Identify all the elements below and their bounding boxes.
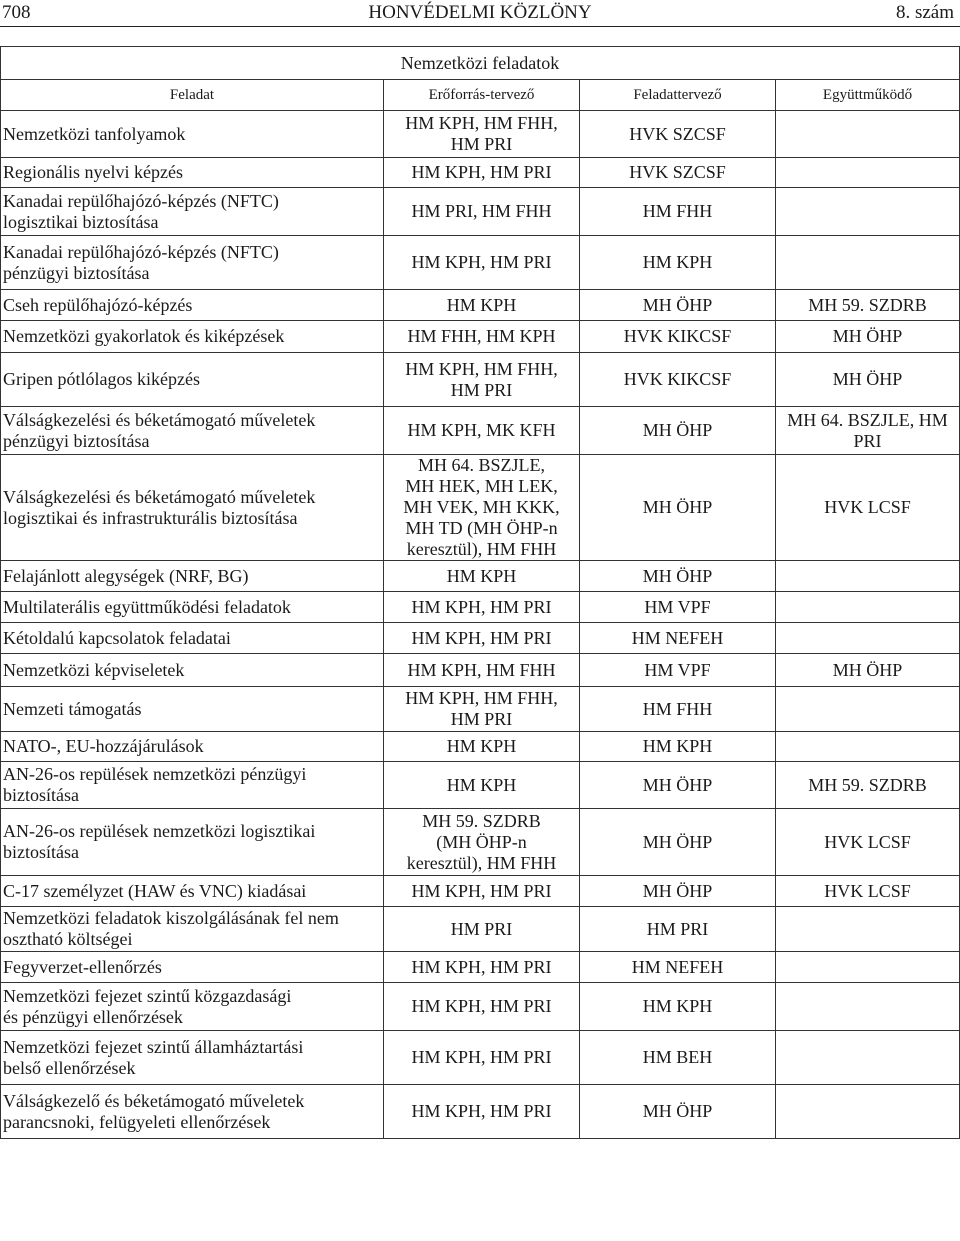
cell-task: Kétoldalú kapcsolatok feladatai	[1, 623, 384, 654]
table-row	[1, 561, 960, 592]
cell-cooperator: MH 59. SZDRB	[776, 762, 960, 809]
cell-cooperator: MH 59. SZDRB	[776, 290, 960, 321]
cell-cooperator: MH ÖHP	[776, 321, 960, 353]
cell-cooperator	[776, 1031, 960, 1085]
cell-resource-planner: HM KPH	[384, 732, 580, 762]
table-row	[1, 353, 960, 407]
cell-cooperator	[776, 158, 960, 188]
cell-task: Nemzetközi tanfolyamok	[1, 111, 384, 158]
table-row	[1, 236, 960, 290]
cell-task-planner: MH ÖHP	[580, 455, 776, 561]
table-row	[1, 952, 960, 983]
cell-cooperator	[776, 687, 960, 732]
table-row	[1, 407, 960, 455]
cell-resource-planner: HM KPH, HM FHH	[384, 654, 580, 687]
cell-cooperator	[776, 623, 960, 654]
cell-cooperator	[776, 188, 960, 236]
column-header-resource-planner: Erőforrás-tervező	[384, 80, 580, 111]
table-row	[1, 762, 960, 809]
cell-cooperator: MH ÖHP	[776, 654, 960, 687]
cell-task: C-17 személyzet (HAW és VNC) kiadásai	[1, 876, 384, 907]
cell-cooperator: MH 64. BSZJLE, HM PRI	[776, 407, 960, 455]
table-title-row	[1, 47, 960, 80]
page-number: 708	[2, 2, 31, 23]
table-row	[1, 290, 960, 321]
cell-task-planner: HM FHH	[580, 188, 776, 236]
cell-cooperator	[776, 907, 960, 952]
cell-task: Nemzetközi gyakorlatok és kiképzések	[1, 321, 384, 353]
cell-task-planner: HVK KIKCSF	[580, 321, 776, 353]
cell-task: Nemzetközi feladatok kiszolgálásának fel nem osztható költségei	[1, 907, 384, 952]
cell-cooperator: MH ÖHP	[776, 353, 960, 407]
cell-task: Válságkezelési és béketámogató műveletek logisztikai és infrastrukturális biztosítása	[1, 455, 384, 561]
cell-resource-planner: HM KPH	[384, 290, 580, 321]
table-row	[1, 321, 960, 353]
cell-cooperator	[776, 952, 960, 983]
cell-cooperator	[776, 561, 960, 592]
table-row	[1, 809, 960, 876]
cell-cooperator	[776, 983, 960, 1031]
column-header-task-planner: Feladattervező	[580, 80, 776, 111]
cell-resource-planner: HM PRI	[384, 907, 580, 952]
cell-task-planner: HVK KIKCSF	[580, 353, 776, 407]
cell-resource-planner: HM PRI, HM FHH	[384, 188, 580, 236]
cell-task-planner: MH ÖHP	[580, 762, 776, 809]
cell-task-planner: HM KPH	[580, 236, 776, 290]
cell-resource-planner: HM KPH, HM PRI	[384, 876, 580, 907]
table-row	[1, 983, 960, 1031]
cell-task: Regionális nyelvi képzés	[1, 158, 384, 188]
cell-task: Válságkezelő és béketámogató műveletek parancsnoki, felügyeleti ellenőrzések	[1, 1085, 384, 1139]
cell-resource-planner: HM KPH, HM PRI	[384, 983, 580, 1031]
table-body	[1, 111, 960, 1139]
cell-resource-planner: HM KPH	[384, 561, 580, 592]
cell-resource-planner: HM KPH, HM FHH, HM PRI	[384, 687, 580, 732]
cell-resource-planner: HM KPH	[384, 762, 580, 809]
cell-task: Nemzetközi fejezet szintű államháztartási belső ellenőrzések	[1, 1031, 384, 1085]
cell-task: Nemzetközi fejezet szintű közgazdasági és pénzügyi ellenőrzések	[1, 983, 384, 1031]
cell-task-planner: HM KPH	[580, 732, 776, 762]
cell-task-planner: HM FHH	[580, 687, 776, 732]
publication-title: HONVÉDELMI KÖZLÖNY	[368, 2, 592, 23]
cell-cooperator: HVK LCSF	[776, 876, 960, 907]
cell-task: Válságkezelési és béketámogató műveletek pénzügyi biztosítása	[1, 407, 384, 455]
cell-task: Multilaterális együttműködési feladatok	[1, 592, 384, 623]
column-header-cooperator: Együttműködő	[776, 80, 960, 111]
cell-cooperator	[776, 732, 960, 762]
cell-task: Fegyverzet-ellenőrzés	[1, 952, 384, 983]
cell-task-planner: HM NEFEH	[580, 952, 776, 983]
cell-task-planner: HVK SZCSF	[580, 158, 776, 188]
cell-task: AN-26-os repülések nemzetközi logisztikai biztosítása	[1, 809, 384, 876]
cell-task: Nemzetközi képviseletek	[1, 654, 384, 687]
cell-task-planner: MH ÖHP	[580, 290, 776, 321]
cell-task-planner: HM BEH	[580, 1031, 776, 1085]
cell-task-planner: MH ÖHP	[580, 1085, 776, 1139]
cell-cooperator: HVK LCSF	[776, 455, 960, 561]
table-title: Nemzetközi feladatok	[1, 47, 960, 80]
cell-task-planner: HM VPF	[580, 592, 776, 623]
table-row	[1, 188, 960, 236]
cell-task: Gripen pótlólagos kiképzés	[1, 353, 384, 407]
cell-cooperator	[776, 1085, 960, 1139]
cell-cooperator	[776, 236, 960, 290]
table-row	[1, 158, 960, 188]
cell-task: Kanadai repülőhajózó-képzés (NFTC) pénzügyi biztosítása	[1, 236, 384, 290]
cell-task: Cseh repülőhajózó-képzés	[1, 290, 384, 321]
tasks-table	[0, 46, 960, 1139]
cell-cooperator: HVK LCSF	[776, 809, 960, 876]
cell-task: AN-26-os repülések nemzetközi pénzügyi biztosítása	[1, 762, 384, 809]
cell-resource-planner: HM KPH, HM PRI	[384, 1085, 580, 1139]
table-row	[1, 592, 960, 623]
column-header-task: Feladat	[1, 80, 384, 111]
cell-resource-planner: HM KPH, HM PRI	[384, 236, 580, 290]
table-row	[1, 654, 960, 687]
cell-resource-planner: HM FHH, HM KPH	[384, 321, 580, 353]
table-row	[1, 111, 960, 158]
cell-cooperator	[776, 592, 960, 623]
issue-number: 8. szám	[895, 2, 954, 23]
cell-task-planner: MH ÖHP	[580, 407, 776, 455]
cell-resource-planner: MH 59. SZDRB (MH ÖHP-n keresztül), HM FHH	[384, 809, 580, 876]
cell-task-planner: HM NEFEH	[580, 623, 776, 654]
cell-resource-planner: HM KPH, HM PRI	[384, 592, 580, 623]
cell-task: Nemzeti támogatás	[1, 687, 384, 732]
cell-cooperator	[776, 111, 960, 158]
table-row	[1, 732, 960, 762]
table-row	[1, 687, 960, 732]
cell-resource-planner: HM KPH, HM FHH, HM PRI	[384, 353, 580, 407]
cell-resource-planner: HM KPH, MK KFH	[384, 407, 580, 455]
cell-task-planner: HM KPH	[580, 983, 776, 1031]
cell-resource-planner: MH 64. BSZJLE, MH HEK, MH LEK, MH VEK, MH KKK, MH TD (MH ÖHP-n keresztül), HM FHH	[384, 455, 580, 561]
cell-resource-planner: HM KPH, HM PRI	[384, 1031, 580, 1085]
cell-task-planner: HM VPF	[580, 654, 776, 687]
cell-task-planner: MH ÖHP	[580, 876, 776, 907]
cell-task-planner: MH ÖHP	[580, 809, 776, 876]
table-row	[1, 876, 960, 907]
table-row	[1, 907, 960, 952]
cell-task-planner: HM PRI	[580, 907, 776, 952]
table-row	[1, 455, 960, 561]
cell-task: Felajánlott alegységek (NRF, BG)	[1, 561, 384, 592]
cell-task: Kanadai repülőhajózó-képzés (NFTC) logisztikai biztosítása	[1, 188, 384, 236]
table-header-row	[1, 80, 960, 111]
table-row	[1, 623, 960, 654]
page-header	[0, 0, 960, 27]
table-row	[1, 1085, 960, 1139]
cell-task: NATO-, EU-hozzájárulások	[1, 732, 384, 762]
cell-task-planner: HVK SZCSF	[580, 111, 776, 158]
cell-resource-planner: HM KPH, HM FHH, HM PRI	[384, 111, 580, 158]
cell-resource-planner: HM KPH, HM PRI	[384, 952, 580, 983]
cell-resource-planner: HM KPH, HM PRI	[384, 623, 580, 654]
cell-task-planner: MH ÖHP	[580, 561, 776, 592]
cell-resource-planner: HM KPH, HM PRI	[384, 158, 580, 188]
table-row	[1, 1031, 960, 1085]
